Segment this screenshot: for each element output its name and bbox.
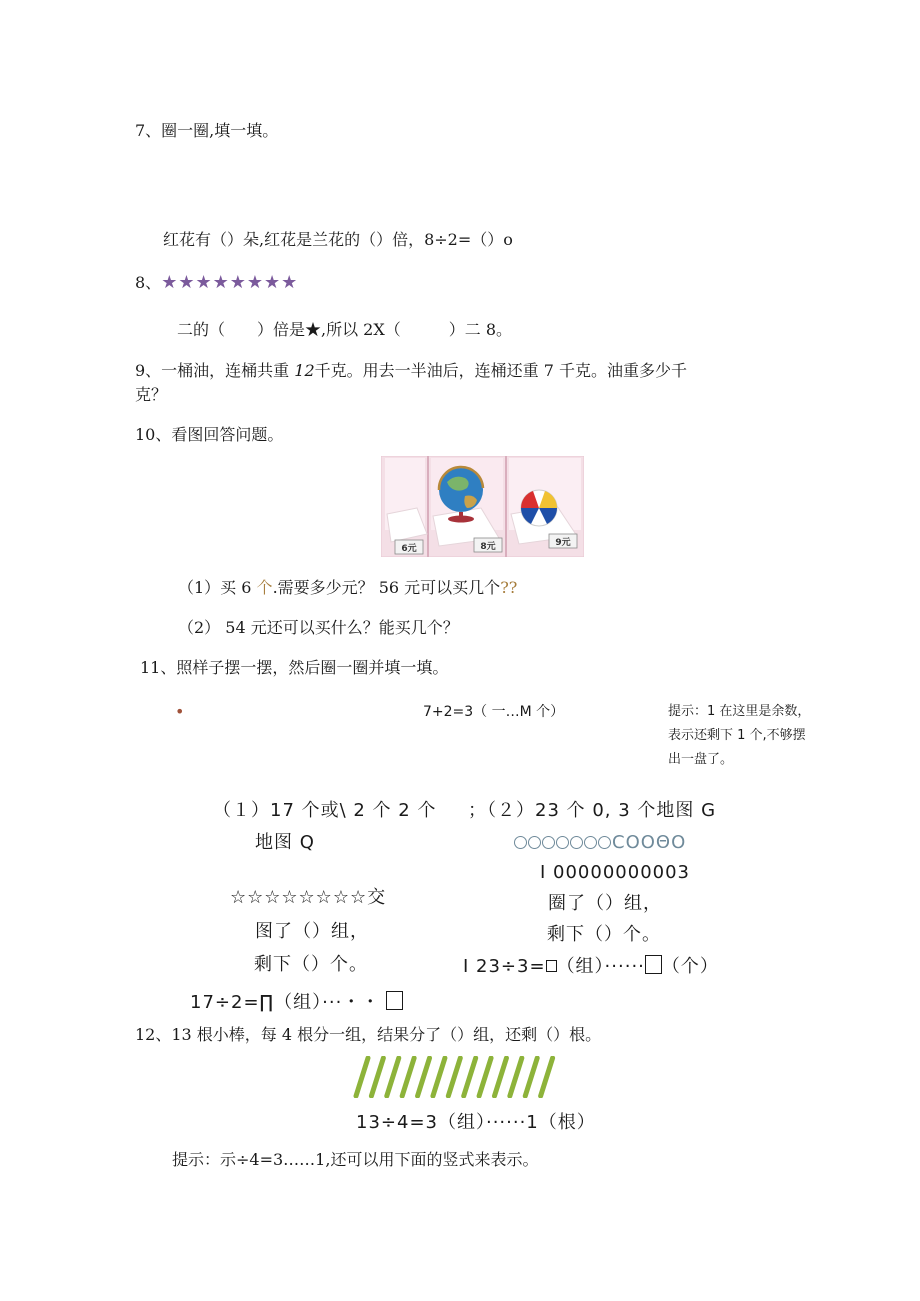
q10-part1: （1）买 6 个.需要多少元？ 56 元可以买几个?? [178, 578, 518, 597]
ring-icon [556, 836, 569, 849]
q12-title: 12、13 根小棒，每 4 根分一组，结果分了（）组，还剩（）根。 [135, 1025, 602, 1044]
q11-hint-line2: 表示还剩下 1 个,不够摆 [668, 728, 806, 743]
stick [464, 1058, 476, 1096]
q11-ring-row: COOΘO [514, 833, 686, 853]
ring-icon [584, 836, 597, 849]
q11-title: 11、照样子摆一摆，然后圈一圈并填一填。 [140, 658, 449, 677]
q11-right-circled: 圈了（）组， [548, 893, 662, 914]
q8-line [135, 273, 298, 293]
price-tag-3: 9元 [555, 538, 571, 548]
q12-hint: 提示：示÷4=3……1,还可以用下面的竖式来表示。 [172, 1150, 539, 1169]
ring-icon [514, 836, 527, 849]
q8-fill-line: 二的（ ）倍是★,所以 2X（ ）二 8。 [177, 320, 513, 339]
q9-line2: 克？ [135, 385, 168, 404]
q11-example: 7+2=3（ 一…M 个） [423, 704, 565, 720]
price-tag-1: 6元 [401, 544, 417, 554]
q8-number: 8、 [135, 273, 162, 292]
q9-weight-number: 12 [294, 361, 315, 380]
q12-equation: 13÷4=3（组）······1（根） [356, 1112, 596, 1133]
q11-right-remain: 剩下（）个。 [547, 924, 661, 945]
stick [448, 1058, 460, 1096]
stick [371, 1058, 383, 1096]
stick [418, 1058, 430, 1096]
q11-left-stars: ☆☆☆☆☆☆☆☆交 [230, 887, 387, 908]
q7-title: 7、圈一圈,填一填。 [135, 121, 279, 140]
q10-title: 10、看图回答问题。 [135, 425, 284, 444]
stick [433, 1058, 445, 1096]
stick [510, 1058, 522, 1096]
q9-line1: 9、一桶油，连桶共重 12千克。用去一半油后，连桶还重 7 千克。油重多少千 [135, 361, 687, 380]
ring-icon [542, 836, 555, 849]
stick [402, 1058, 414, 1096]
ring-icon [598, 836, 611, 849]
q11-hint-line1: 提示：1 在这里是余数， [668, 704, 811, 719]
q11-bullet: • [175, 702, 185, 721]
q11-right-head: ；（２）23 个 0, 3 个地图 G [468, 800, 717, 821]
q11-left-circled: 图了（）组， [255, 921, 369, 942]
stick [541, 1058, 553, 1096]
stick-bundle [352, 1056, 564, 1098]
ball-image [521, 490, 557, 526]
q11-right-equation: I 23÷3= （组）······ （个） [463, 956, 719, 977]
answer-box [645, 955, 662, 974]
ring-icon [528, 836, 541, 849]
q11-left-remain: 剩下（）个。 [254, 954, 368, 975]
stick [479, 1058, 491, 1096]
answer-box [386, 991, 403, 1010]
q11-right-row2: I 00000000003 [540, 862, 691, 883]
stick [356, 1058, 368, 1096]
shop-picture [381, 456, 584, 557]
q11-hint-line3: 出一盘了。 [668, 752, 734, 767]
ring-icon [570, 836, 583, 849]
q11-left-icon: 地图 Q [255, 832, 315, 853]
answer-box-small [546, 960, 557, 972]
stick [494, 1058, 506, 1096]
stick [525, 1058, 537, 1096]
q11-left-equation: 17÷2=∏（组）···・・ [190, 991, 403, 1013]
q10-part2: （2） 54 元还可以买什么？能买几个？ [178, 618, 459, 637]
q7-fill-line: 红花有（）朵,红花是兰花的（）倍，8÷2=（）o [163, 230, 513, 249]
stick [387, 1058, 399, 1096]
star-row: ★★★★★★★★ [161, 272, 299, 293]
price-tag-2: 8元 [480, 542, 496, 552]
q11-left-head: （１）17 个或\ 2 个 2 个 [213, 800, 437, 821]
